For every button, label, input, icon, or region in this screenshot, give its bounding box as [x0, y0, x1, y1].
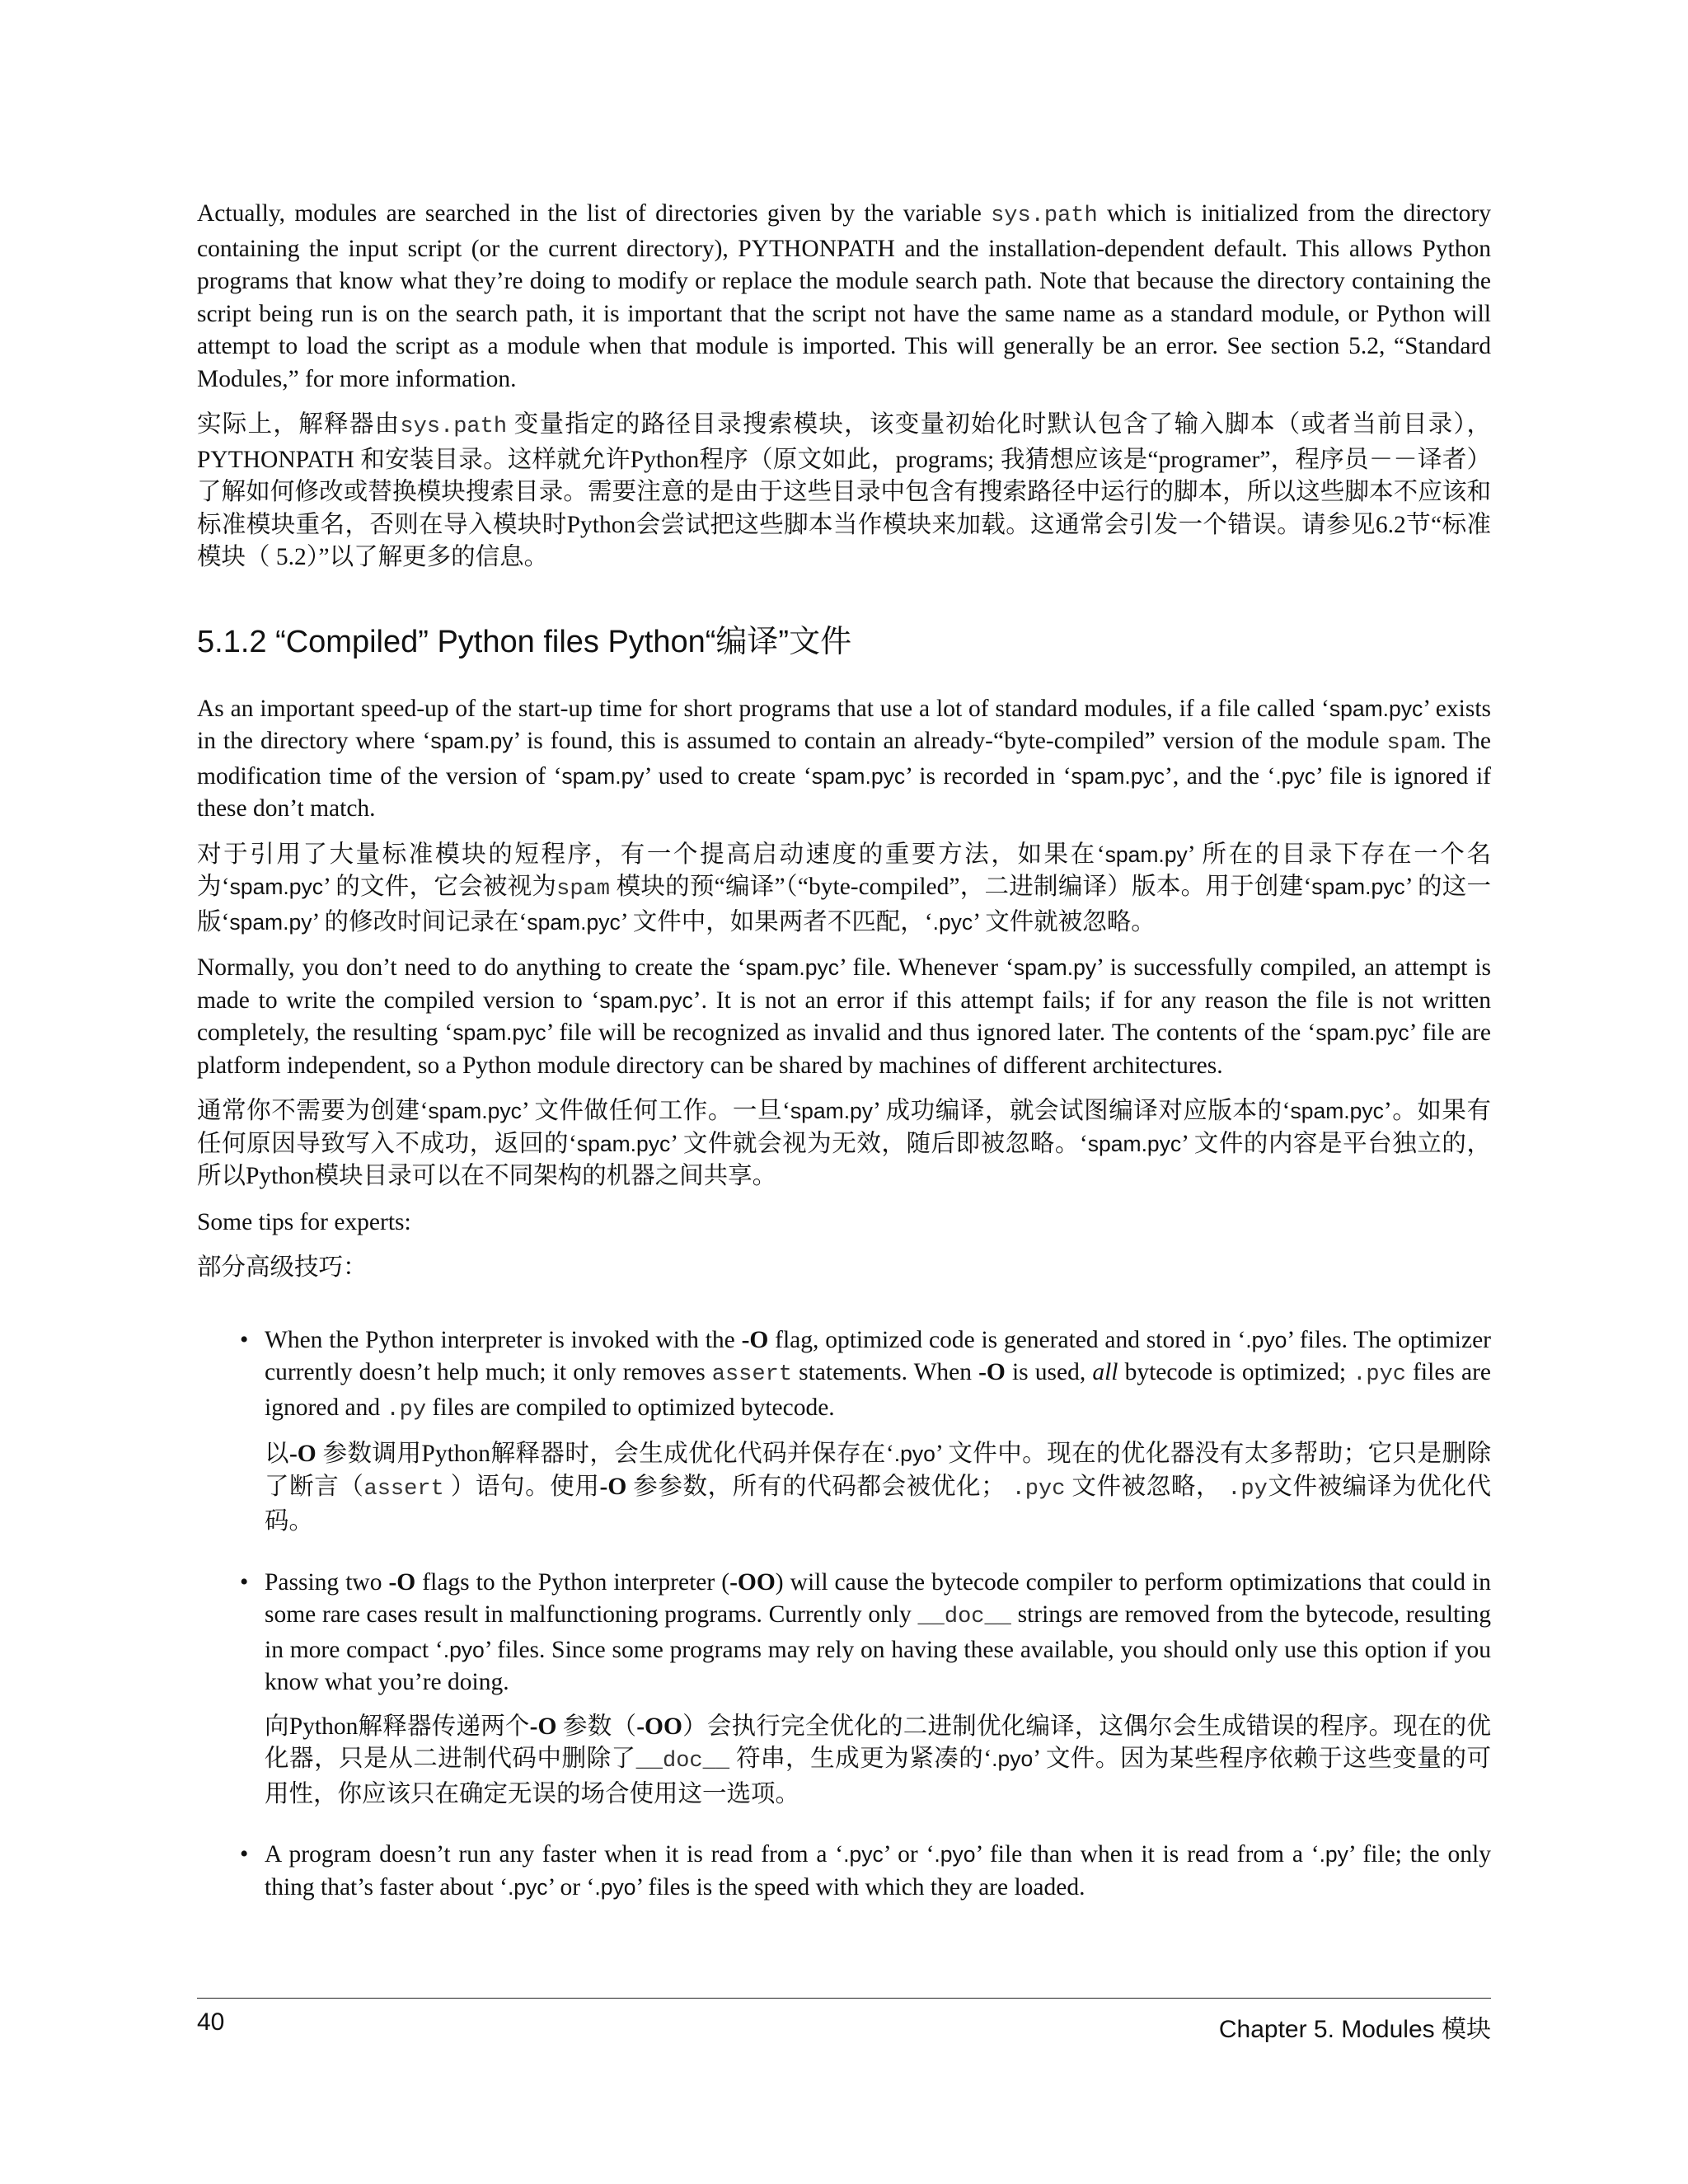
filename: .pyo [992, 1746, 1034, 1771]
text: ’ 文件的内容是平台独立的，所以Python模块目录可以在不同架构的机器之间共享。 [197, 1130, 1491, 1189]
filename: spam.pyc [428, 1099, 522, 1123]
filename: spam.py [1013, 955, 1097, 980]
tip-double-optimize-zh [265, 1711, 1491, 1811]
text: ’ 文件中。现在的优化器没有太多帮助；它只是删除了断言（ [265, 1441, 1491, 1500]
inline-code: .py [386, 1397, 427, 1422]
text: ）语句。使用 [443, 1473, 600, 1500]
filename: .pyc [507, 1874, 548, 1900]
text: flag, optimized code is generated and stored in ‘ [768, 1326, 1246, 1353]
filename: .pyc [843, 1842, 884, 1867]
text: ’ 的这一版‘ [197, 874, 1491, 935]
text: is used, [1005, 1359, 1093, 1385]
paragraph-pyc-creation-zh [197, 1095, 1491, 1193]
paragraph-pyc-creation [197, 952, 1491, 1082]
filename: spam.pyc [229, 874, 323, 899]
filename: spam.py [1104, 841, 1188, 867]
bullet: • [240, 1841, 249, 1868]
flag: -OO [636, 1713, 682, 1740]
bullet: • [240, 1568, 249, 1596]
text: A program doesn’t run any faster when it is read from a ‘ [265, 1841, 844, 1868]
text: 符串，生成更为紧凑的‘ [729, 1746, 992, 1772]
list-item [197, 1567, 1491, 1811]
text: ’ or ‘ [547, 1873, 595, 1900]
filename: .pyo [594, 1874, 636, 1900]
text: ’ file are platform independent, so a Python module directory can be shared by machines of different architectures. [197, 1019, 1491, 1079]
text: ’ 的修改时间记录在‘ [312, 908, 528, 935]
page-body [197, 198, 1491, 1932]
text: ’ 文件就会视为无效，随后即被忽略。‘ [670, 1130, 1088, 1157]
flag: -O [529, 1713, 557, 1740]
text: ’ file will be recognized as invalid and thus ignored later. The contents of the ‘ [546, 1019, 1316, 1046]
inline-code: spam [556, 877, 610, 902]
text: 参数（ [556, 1713, 637, 1740]
filename: spam.pyc [811, 763, 906, 789]
text: statements. When [792, 1359, 979, 1385]
text: bytecode is optimized; [1118, 1359, 1353, 1385]
text: 参参数，所有的代码都会被优化； [626, 1473, 1012, 1500]
bullet: • [240, 1326, 249, 1353]
filename: .pyo [1245, 1327, 1287, 1352]
text: ’ is recorded in ‘ [905, 762, 1071, 790]
text: ’ 文件。因为某些程序依赖于这些变量的可用性，你应该只在确定无误的场合使用这一选项。 [265, 1746, 1491, 1807]
page-footer [197, 1998, 1491, 2045]
tip-optimize-zh [265, 1438, 1491, 1539]
text: ’ 文件中，如果两者不匹配，‘ [620, 908, 933, 935]
text: ’ 所在的目录下存在一个名为‘ [197, 841, 1491, 900]
filename: spam.py [430, 729, 513, 753]
page-number: 40 [197, 2008, 225, 2036]
filename: spam.pyc [745, 955, 839, 980]
text: ’ file is ignored if these don’t match. [197, 762, 1491, 822]
flag: -OO [729, 1568, 776, 1596]
flag: -O [978, 1359, 1006, 1385]
text: ’ or ‘ [883, 1841, 935, 1868]
text: 通常你不需要为创建‘ [197, 1098, 429, 1124]
filename: .pyc [932, 909, 973, 935]
paragraph-compiled-files-zh [197, 839, 1491, 940]
filename: spam.pyc [1071, 763, 1165, 789]
text: Normally, you don’t need to do anything to create the ‘ [197, 954, 746, 981]
inline-code: .py [1227, 1476, 1268, 1502]
inline-code: __doc__ [917, 1605, 1011, 1629]
text: files are compiled to optimized bytecode. [426, 1394, 835, 1421]
filename: .pyo [443, 1637, 485, 1662]
text: Actually, modules are searched in the list of directories given by the variable [197, 200, 992, 227]
text: ’ is found, this is assumed to contain an already-“byte-compiled” version of the module [513, 728, 1387, 754]
text: ’ file; the only thing that’s faster about ‘ [265, 1841, 1491, 1900]
filename: spam.pyc [1087, 1131, 1182, 1156]
text: which is initialized from the directory containing the input script (or the current directory), PYTHONPATH and the installation-dependent default. This allows Python programs that know what they’re doing to modify or replace the module search path. Note that because the directory containing the script being run is on the search path, it is important that the script not have the same name as a standard module, or Python will attempt to load the script as a module when that module is imported. This will generally be an error. See section 5.2, “Standard Modules,” for more information. [197, 200, 1491, 392]
text: ’ 成功编译，就会试图编译对应版本的‘ [873, 1098, 1291, 1124]
flag: -O [288, 1441, 316, 1467]
filename: spam.pyc [1315, 1020, 1409, 1045]
filename: spam.pyc [1329, 696, 1423, 721]
text: flags to the Python interpreter ( [415, 1568, 730, 1596]
flag: -O [599, 1473, 627, 1500]
filename: spam.pyc [1290, 1099, 1384, 1123]
filename: .pyc [1275, 763, 1315, 789]
section-heading: 5.1.2 “Compiled” Python files Python“编译”文件 [197, 624, 852, 659]
filename: .pyo [893, 1441, 935, 1466]
text: ’. It is not an error if this attempt fails; if for any reason the file is not written completely, the resulting ‘ [197, 987, 1491, 1046]
tips-heading: Some tips for experts: [197, 1208, 411, 1235]
chapter-title: Chapter 5. Modules 模块 [1218, 2016, 1491, 2043]
filename: spam.pyc [452, 1020, 546, 1045]
tip-load-speed [265, 1839, 1491, 1904]
text: ’ files. The optimizer currently doesn’t help much; it only removes [265, 1326, 1491, 1385]
filename: spam.py [790, 1099, 874, 1123]
text: ’。如果有任何原因导致写入不成功，返回的‘ [197, 1098, 1491, 1157]
inline-code: sys.path [400, 415, 508, 439]
text: ) will cause the bytecode compiler to perform optimizations that could in some rare cases result in malfunctioning programs. Currently only [265, 1568, 1491, 1628]
tips-list [197, 1324, 1491, 1905]
flag: -O [741, 1326, 769, 1353]
filename: spam.pyc [599, 987, 693, 1013]
text: ’, and the ‘ [1165, 762, 1276, 790]
inline-code: .pyc [1353, 1362, 1406, 1387]
inline-code: assert [711, 1362, 792, 1387]
text: ’ file. Whenever ‘ [838, 954, 1014, 981]
text: 对于引用了大量标准模块的短程序，有一个提高启动速度的重要方法，如果在‘ [197, 841, 1105, 868]
text: ’ used to create ‘ [644, 762, 812, 790]
text: 向Python解释器传递两个 [265, 1713, 530, 1740]
text: ’ files is the speed with which they are loaded. [635, 1873, 1085, 1900]
inline-code: assert [363, 1476, 444, 1502]
filename: spam.pyc [576, 1131, 671, 1156]
tips-heading-zh: 部分高级技巧： [197, 1254, 368, 1281]
text: ’ exists in the directory where ‘ [197, 695, 1491, 754]
text: strings are removed from the bytecode, resulting in more compact ‘ [265, 1601, 1491, 1663]
emphasis: all [1092, 1359, 1118, 1385]
text: 文件被忽略， [1065, 1473, 1228, 1500]
text: 以 [265, 1441, 289, 1467]
text: files are ignored and [265, 1359, 1491, 1421]
filename: spam.pyc [527, 909, 621, 935]
text: 变量指定的路径目录搜索模块，该变量初始化时默认包含了输入脚本（或者当前目录），PYTHONPATH 和安装目录。这样就允许Python程序（原文如此，programs; 我猜想应该是“programer”，程序员－－译者）了解如何修改或替换模块搜索目录。需要注意的是由于这些目录中包含有搜索路径中运行的脚本，所以这些脚本不应该和标准模块重名，否则在导入模块时Python会尝试把这些脚本当作模块来加载。这通常会引发一个错误。请参见6.2节“标准模块（ 5.2）”以了解更多的信息。 [197, 411, 1491, 570]
inline-code: sys.path [991, 204, 1098, 228]
text: Passing two [265, 1568, 389, 1596]
text: 文件被编译为优化代码。 [265, 1473, 1491, 1535]
filename: .pyo [934, 1842, 976, 1867]
inline-code: .pyc [1011, 1476, 1066, 1502]
paragraph-compiled-files [197, 693, 1491, 826]
paragraph-module-search-path-zh [197, 409, 1491, 574]
filename: spam.pyc [1311, 874, 1405, 899]
text: When the Python interpreter is invoked with the [265, 1326, 742, 1353]
text: ’ files. Since some programs may rely on having these available, you should only use this option if you know what you’re doing. [265, 1636, 1491, 1695]
tip-double-optimize [265, 1567, 1491, 1699]
inline-code: __doc__ [635, 1749, 730, 1774]
text: ’ file than when it is read from a ‘ [975, 1841, 1320, 1868]
text: 实际上，解释器由 [197, 411, 401, 438]
flag: -O [388, 1568, 416, 1596]
text: 模块的预“编译”（“byte-compiled”，二进制编译）版本。用于创建‘ [609, 874, 1312, 900]
list-item [197, 1324, 1491, 1539]
filename: spam.py [561, 763, 645, 789]
text: ）会执行完全优化的二进制优化编译，这偶尔会生成错误的程序。现在的优化器，只是从二进制代码中删除了 [265, 1713, 1491, 1772]
text: As an important speed-up of the start-up time for short programs that use a lot of standard modules, if a file called ‘ [197, 695, 1329, 722]
paragraph-module-search-path [197, 198, 1491, 396]
text: ’ 的文件，它会被视为 [323, 874, 557, 900]
text: ’ 文件做任何工作。一旦‘ [521, 1098, 790, 1124]
inline-code: spam [1386, 731, 1441, 756]
tip-optimize [265, 1324, 1491, 1427]
text: ’ is successfully compiled, an attempt is made to write the compiled version to ‘ [197, 954, 1492, 1014]
text: ’ 文件就被忽略。 [973, 908, 1156, 935]
filename: spam.py [229, 909, 312, 935]
list-item [197, 1839, 1491, 1904]
filename: .py [1319, 1842, 1348, 1867]
text: . The modification time of the version of ‘ [197, 728, 1491, 790]
text: 参数调用Python解释器时，会生成优化代码并保存在‘ [316, 1441, 894, 1467]
